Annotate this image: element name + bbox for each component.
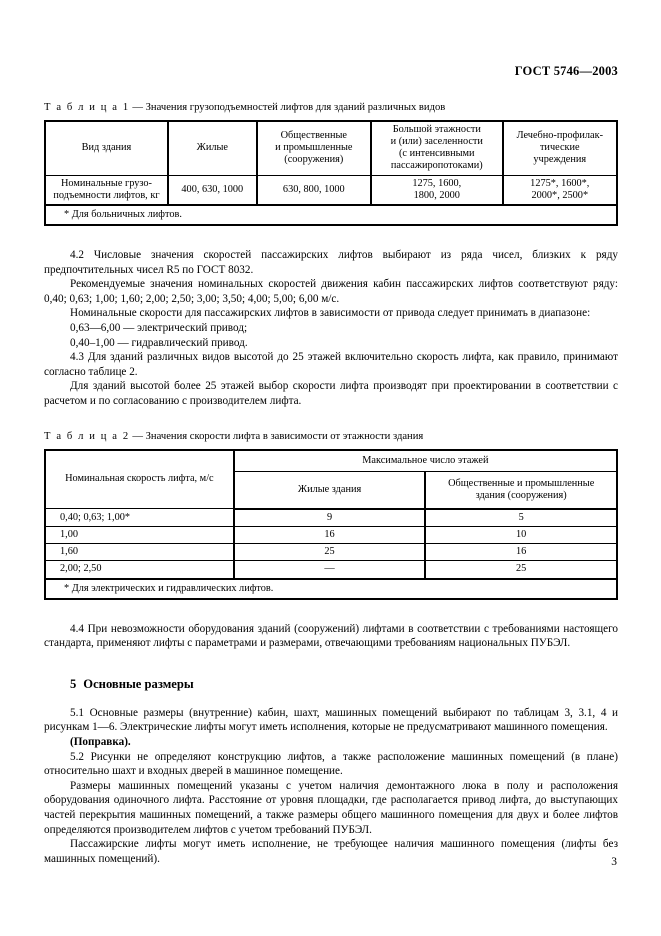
standard-designation: ГОСТ 5746—2003 — [514, 64, 618, 78]
table1-cell: 400, 630, 1000 — [168, 175, 257, 205]
table-1 — [44, 120, 618, 226]
spacer — [44, 226, 618, 232]
table2-residential-cell: — — [234, 561, 426, 579]
paragraph-4-3-b: Для зданий высотой более 25 этажей выбор скорости лифта производят при проектировании в соответствии с расчетом и по согласованию с производителем лифта. — [44, 380, 618, 407]
table1-footnote: * Для больничных лифтов. — [45, 205, 617, 225]
table1-caption — [44, 102, 618, 113]
drive-range-hydraulic: 0,40–1,00 — гидравлический привод. — [70, 336, 248, 349]
correction-note: (Поправка). — [70, 736, 131, 749]
table2-col1-header: Номинальная скорость лифта, м/с — [45, 450, 234, 509]
table1-header-cell: Большой этажности и (или) заселенности (с интенсивными пассажиропотоками) — [371, 121, 503, 175]
table1-caption-label: Т а б л и ц а 1 — [44, 102, 130, 113]
paragraph-4-2: 4.2 Числовые значения скоростей пассажирских лифтов выбирают из ряда чисел, близких к ряду предпочтительных чисел R5 по ГОСТ 8032. — [44, 248, 618, 276]
table2-residential-cell: 16 — [234, 527, 426, 544]
table2-footnote: * Для электрических и гидравлических лифтов. — [45, 579, 617, 599]
paragraph-5-1: 5.1 Основные размеры (внутренние) кабин, шахт, машинных помещений выбирают по таблицам 3, 3.1, 4 и рисункам 1—6. Электрические лифты могут иметь исполнения, которые не предусматривают машинного помещения. — [44, 706, 618, 734]
table1-header-cell: Общественные и промышленные (сооружения) — [257, 121, 371, 175]
section-5-heading — [44, 677, 618, 692]
paragraph-4-4: 4.4 При невозможности оборудования зданий (сооружений) лифтами в соответствии с требованиями настоящего стандарта, применяют лифты с параметрами и размерами, отвечающими требованиям национальных ПУБЭЛ. — [44, 622, 618, 650]
table1-data-row — [45, 175, 617, 205]
paragraph-5-2: 5.2 Рисунки не определяют конструкцию лифтов, а также расположение машинных помещений (в плане) относительно шахт и входных дверей в машинное помещение. — [44, 750, 618, 778]
table2-public-cell: 16 — [425, 544, 617, 561]
table2-public-cell: 5 — [425, 509, 617, 527]
table2-row — [45, 527, 617, 544]
table1-header-row — [45, 121, 617, 175]
table2-speed-cell: 1,60 — [45, 544, 234, 561]
table2-subheader-public: Общественные и промышленные здания (сооружения) — [425, 471, 617, 509]
section-5-title: Основные размеры — [83, 676, 194, 691]
table2-group-header: Максимальное число этажей — [234, 450, 617, 472]
table1-footnote-row — [45, 205, 617, 225]
table1-header-cell: Лечебно-профилак- тические учреждения — [503, 121, 617, 175]
table2-subheader-residential: Жилые здания — [234, 471, 426, 509]
paragraph-5-2-c: Пассажирские лифты могут иметь исполнение, не требующее наличия машинного помещения (лифты без машинных помещений). — [44, 838, 618, 865]
table1-header-cell: Вид здания — [45, 121, 168, 175]
table1-cell: 1275, 1600, 1800, 2000 — [371, 175, 503, 205]
table2-speed-cell: 1,00 — [45, 527, 234, 544]
table1-caption-text: — Значения грузоподъемностей лифтов для зданий различных видов — [129, 102, 446, 113]
paragraph-5-2-b: Размеры машинных помещений указаны с учетом наличия демонтажного люка в полу и расположения оборудования одиночного лифта. Расстояние от уровня площадки, где располагается привод лифта, до выступающих частей перекрытия машинных помещений, а также размеры общего машинного помещения для двух и более лифтов определяются производителем лифтов с учетом требований ПУБЭЛ. — [44, 779, 618, 836]
table-2 — [44, 449, 618, 600]
table2-public-cell: 25 — [425, 561, 617, 579]
table1-cell: 630, 800, 1000 — [257, 175, 371, 205]
table2-residential-cell: 25 — [234, 544, 426, 561]
table2-row — [45, 509, 617, 527]
table2-speed-cell: 0,40; 0,63; 1,00* — [45, 509, 234, 527]
paragraph-4-3: 4.3 Для зданий различных видов высотой до 25 этажей включительно скорость лифта, как правило, принимают согласно таблице 2. — [44, 351, 618, 378]
table1-cell: 1275*, 1600*, 2000*, 2500* — [503, 175, 617, 205]
table2-caption — [44, 431, 618, 442]
table2-footnote-row — [45, 579, 617, 599]
table2-speed-cell: 2,00; 2,50 — [45, 561, 234, 579]
paragraph-4-2-b: Рекомендуемые значения номинальных скоростей движения кабин пассажирских лифтов соответствуют ряду: 0,40; 0,63; 1,00; 1,60; 2,00; 2,50; 3,00; 3,50; 4,00; 5,00; 6,00 м/с. — [44, 278, 618, 305]
page-content — [44, 0, 618, 866]
drive-range-electric: 0,63—6,00 — электрический привод; — [70, 321, 248, 334]
table2-row — [45, 561, 617, 579]
page-number: 3 — [611, 856, 617, 868]
table1-row-label: Номинальные грузо- подъемности лифтов, кг — [45, 175, 168, 205]
table2-caption-label: Т а б л и ц а 2 — [44, 430, 130, 442]
table2-header-row-1 — [45, 450, 617, 472]
table2-caption-text: — Значения скорости лифта в зависимости от этажности здания — [129, 430, 424, 442]
paragraph-4-2-c: Номинальные скорости для пассажирских лифтов в зависимости от привода следует принимать в диапазоне: — [70, 307, 591, 320]
table2-residential-cell: 9 — [234, 509, 426, 527]
table1-header-cell: Жилые — [168, 121, 257, 175]
table2-public-cell: 10 — [425, 527, 617, 544]
section-5-number: 5 — [70, 676, 77, 691]
table2-row — [45, 544, 617, 561]
